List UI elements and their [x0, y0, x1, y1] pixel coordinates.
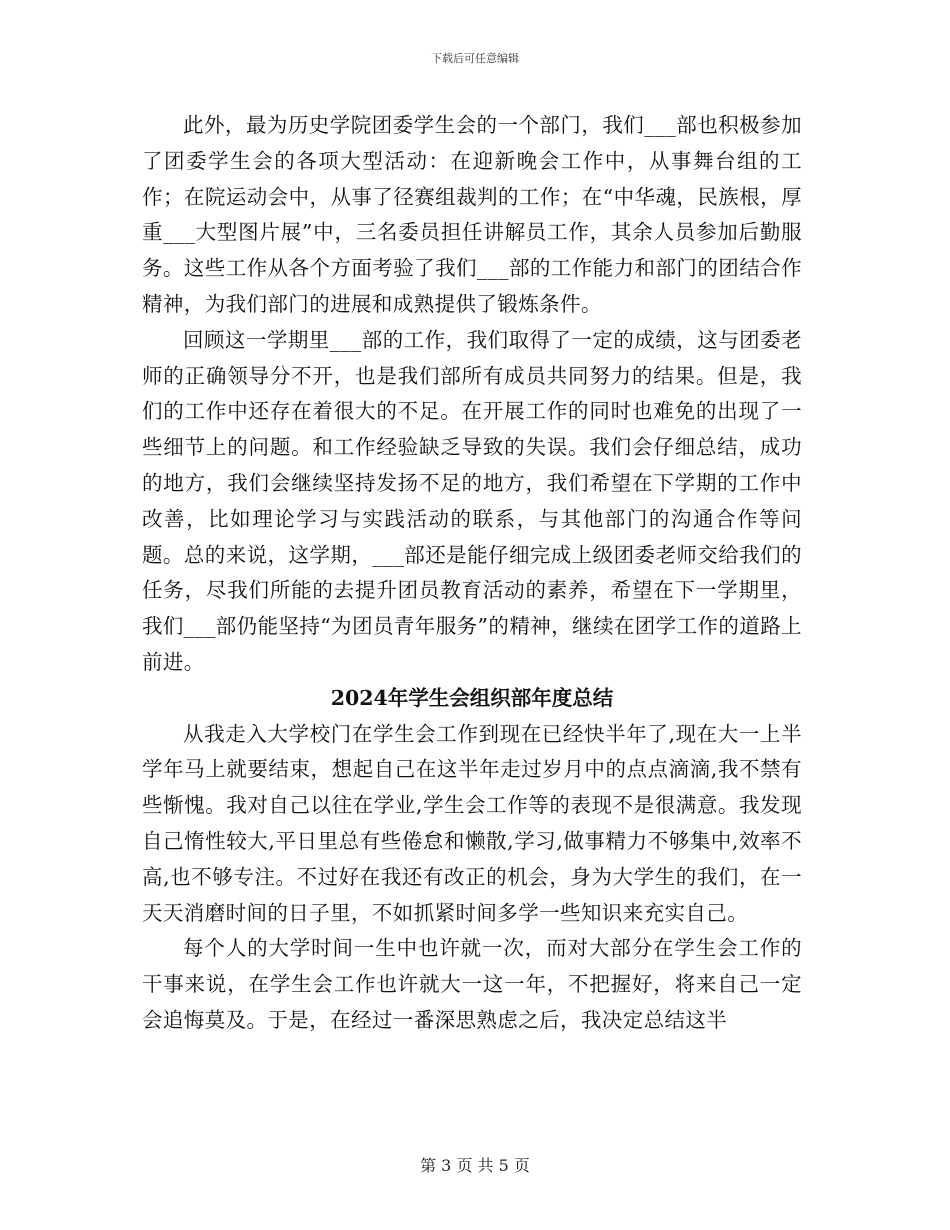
- body-paragraph: 回顾这一学期里___部的工作，我们取得了一定的成绩，这与团委老师的正确领导分不开，也是我们部所有成员共同努力的结果。但是，我们的工作中还存在着很大的不足。在开展工作的同时也难免的出现了一些细节上的问题。和工作经验缺乏导致的失误。我们会仔细总结，成功的地方，我们会继续坚持发扬不足的地方，我们希望在下学期的工作中改善，比如理论学习与实践活动的联系，与其他部门的沟通合作等问题。总的来说，这学期，___部还是能仔细完成上级团委老师交给我们的任务，尽我们所能的去提升团员教育活动的素养，希望在下一学期里，我们___部仍能坚持“为团员青年服务”的精神，继续在团学工作的道路上前进。: [142, 327, 802, 674]
- page-footer: 第 3 页 共 5 页: [420, 1156, 530, 1175]
- body-paragraph: 从我走入大学校门在学生会工作到现在已经快半年了,现在大一上半学年马上就要结束，想起自己在这半年走过岁月中的点点滴滴,我不禁有些惭愧。我对自己以往在学业,学生会工作等的表现不是很满意。我发现自己惰性较大,平日里总有些倦怠和懒散,学习,做事精力不够集中,效率不高,也不够专注。不过好在我还有改正的机会，身为大学生的我们，在一天天消磨时间的日子里，不如抓紧时间多学一些知识来充实自己。: [142, 721, 802, 925]
- document-body: [142, 108, 802, 1039]
- section-title: 2024年学生会组织部年度总结: [330, 685, 614, 710]
- body-paragraph: 每个人的大学时间一生中也许就一次，而对大部分在学生会工作的干事来说，在学生会工作也许就大一这一年，不把握好，将来自己一定会追悔莫及。于是，在经过一番深思熟虑之后，我决定总结这半: [142, 936, 802, 1032]
- body-paragraph: 此外，最为历史学院团委学生会的一个部门，我们___部也积极参加了团委学生会的各项大型活动：在迎新晚会工作中，从事舞台组的工作；在院运动会中，从事了径赛组裁判的工作；在“中华魂，民族根，厚重___大型图片展”中，三名委员担任讲解员工作，其余人员参加后勤服务。这些工作从各个方面考验了我们___部的工作能力和部门的团结合作精神，为我们部门的进展和成熟提供了锻炼条件。: [142, 113, 802, 316]
- page-header: 下载后可任意编辑: [431, 52, 519, 65]
